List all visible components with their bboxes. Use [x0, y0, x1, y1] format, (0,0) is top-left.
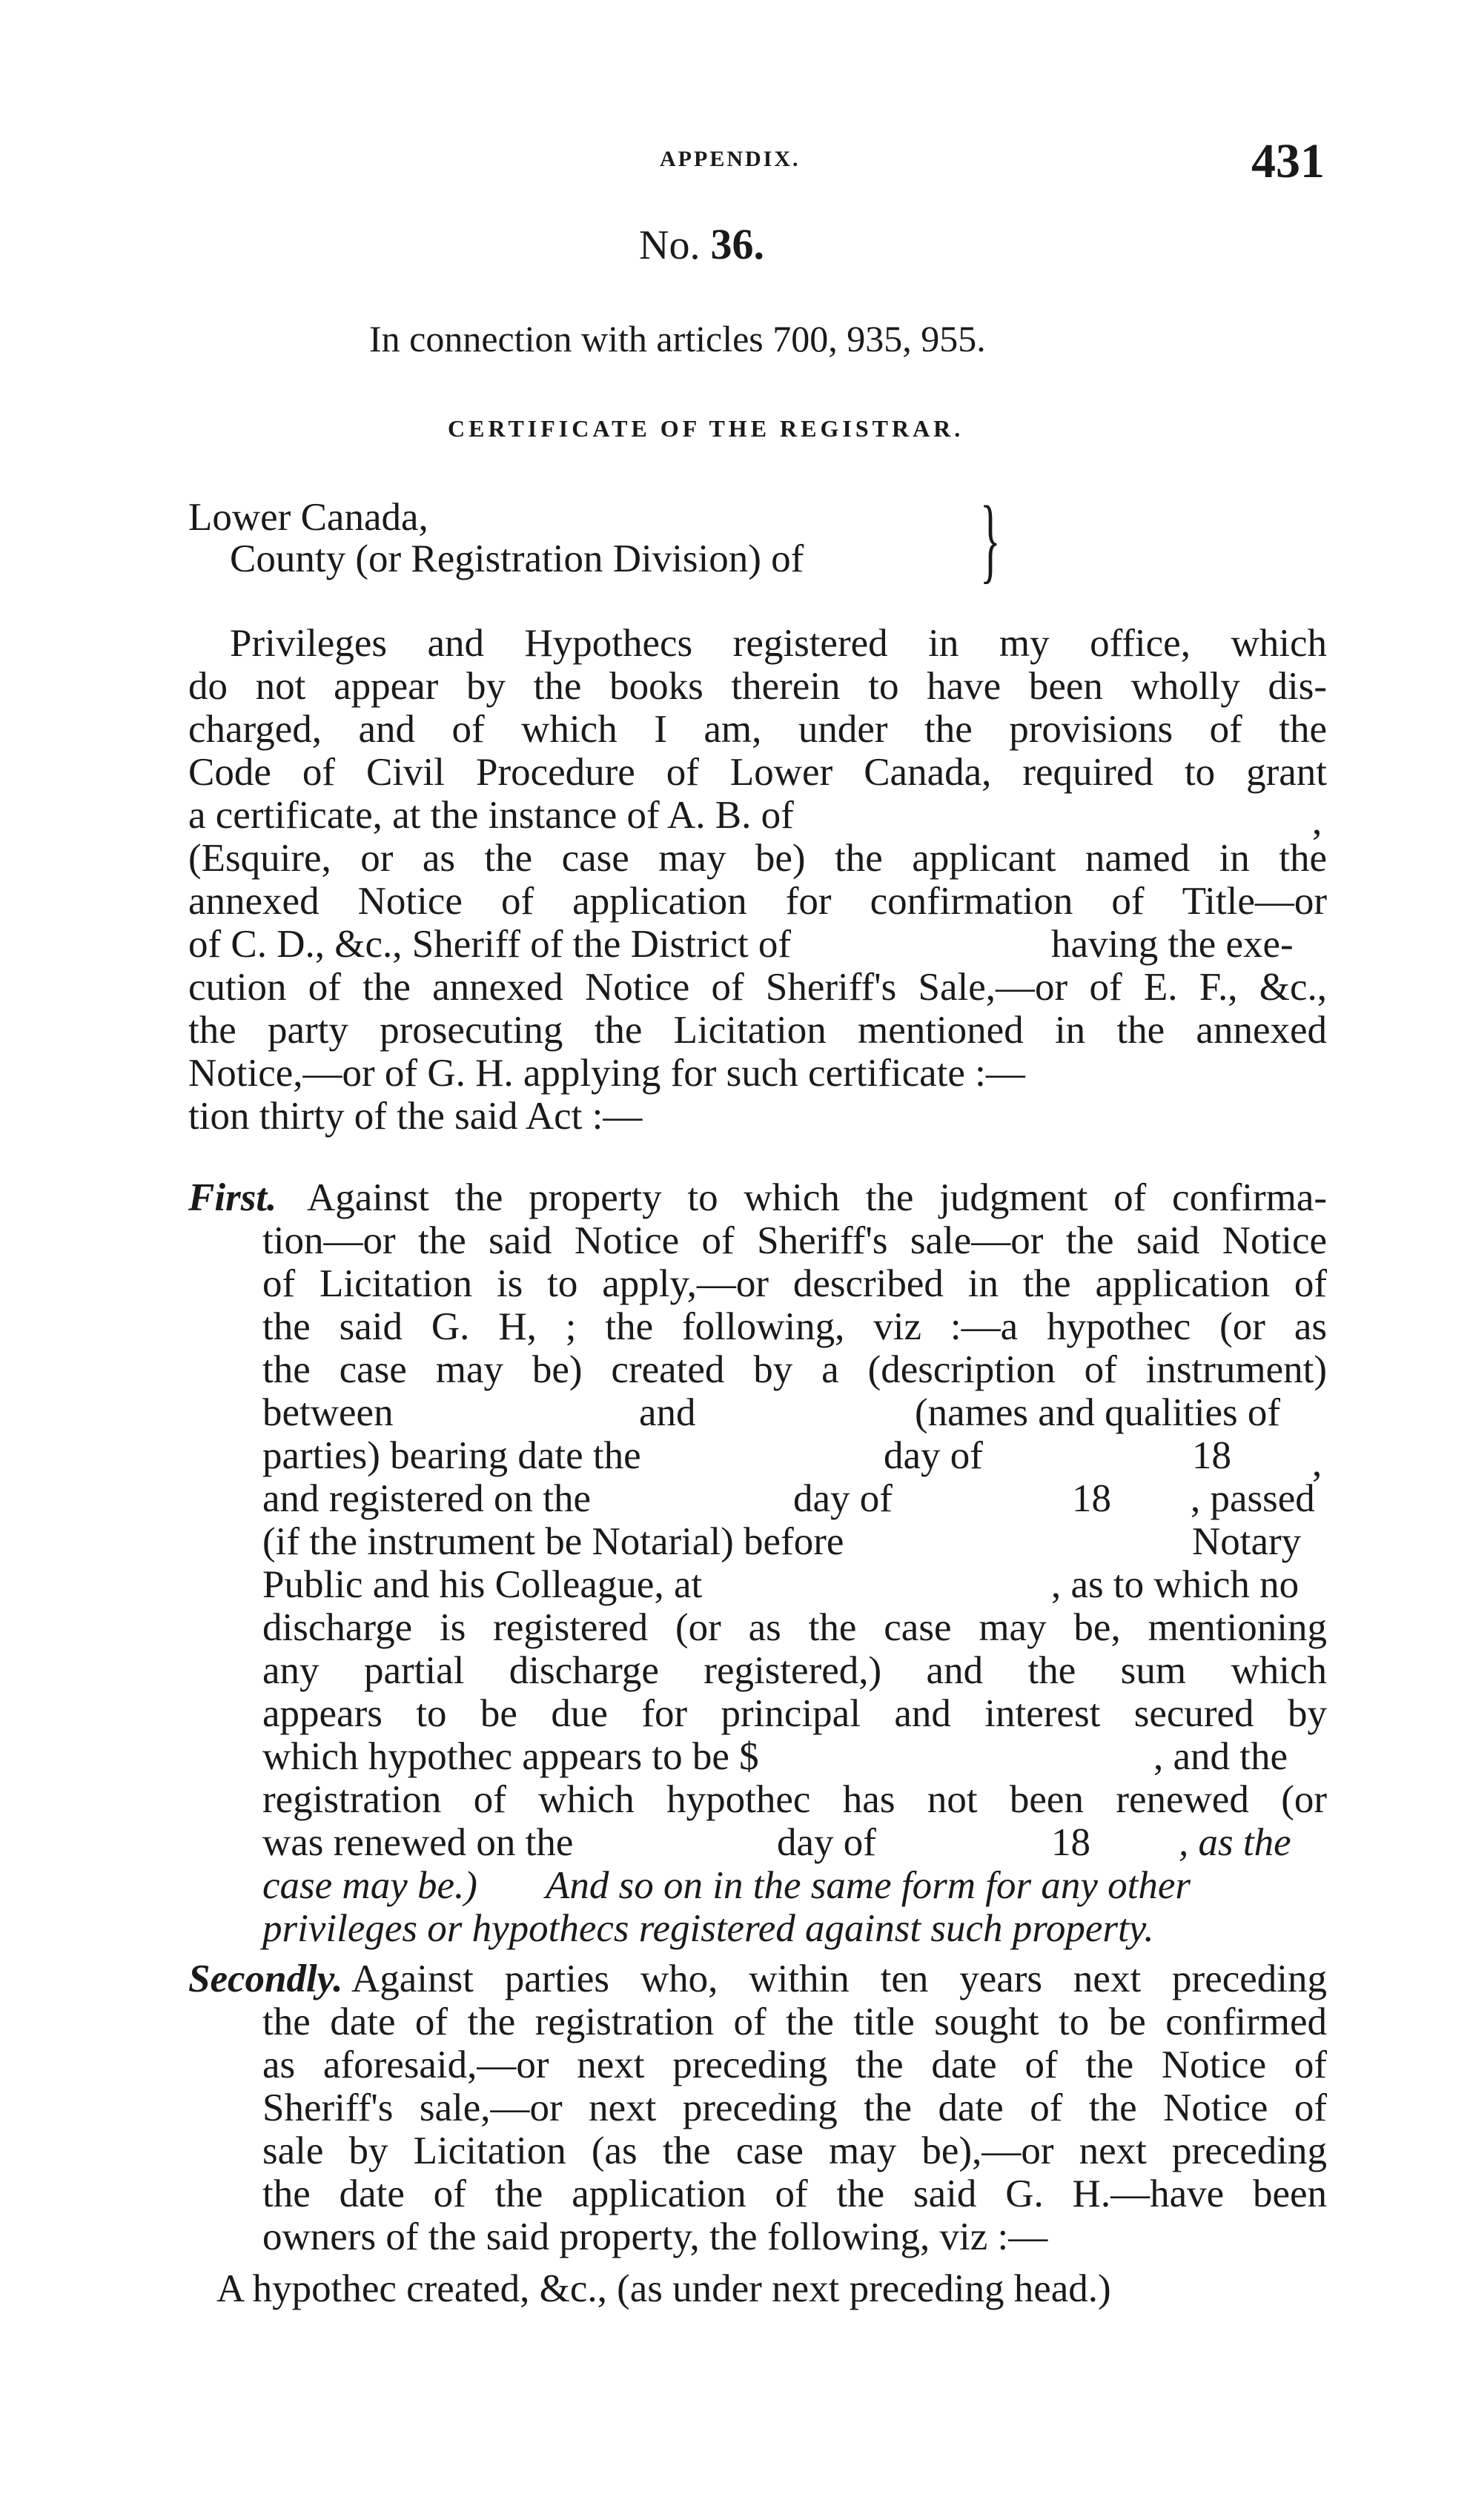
caption-line-1: Lower Canada,: [188, 496, 428, 539]
first-line-9a: (if the instrument be Notarial) before: [262, 1520, 844, 1563]
first-line-10a: Public and his Colleague, at: [262, 1563, 703, 1606]
intro-line-1: Privileges and Hypothecs registered in my office, which: [230, 623, 1327, 665]
first-line-8b: day of: [793, 1477, 893, 1520]
first-line-10b: , as to which no: [1051, 1563, 1300, 1606]
first-line-8d: , passed: [1191, 1477, 1315, 1520]
first-line-14a: which hypothec appears to be $: [262, 1735, 759, 1778]
second-line-4: Sheriff's sale,—or next preceding the date of the Notice of: [262, 2087, 1327, 2129]
intro-line-5-comma: ,: [1312, 800, 1322, 843]
caption-brace: }: [980, 487, 1001, 592]
first-line-13: appears to be due for principal and interest secured by: [262, 1693, 1327, 1735]
form-number: [639, 219, 764, 269]
intro-line-4: Code of Civil Procedure of Lower Canada, required to grant: [188, 752, 1327, 794]
first-line-8c: 18: [1072, 1477, 1111, 1520]
intro-line-8-end: having the exe-: [1051, 923, 1294, 966]
first-line-7b: day of: [884, 1434, 983, 1477]
intro-line-5: a certificate, at the instance of A. B. of: [188, 794, 794, 837]
document-title: CERTIFICATE OF THE REGISTRAR.: [448, 415, 964, 442]
first-line-3: of Licitation is to apply,—or described in the application of: [262, 1263, 1327, 1305]
first-line-12: any partial discharge registered,) and the sum which: [262, 1650, 1327, 1692]
connection-note: In connection with articles 700, 935, 955.: [369, 318, 986, 359]
intro-line-8: of C. D., &c., Sheriff of the District of: [188, 923, 792, 966]
caption-line-2: County (or Registration Division) of: [230, 537, 804, 580]
intro-line-9: cution of the annexed Notice of Sheriff's Sale,—or of E. F., &c.,: [188, 966, 1327, 1009]
second-line-5: sale by Licitation (as the case may be),—or next preceding: [262, 2130, 1327, 2172]
first-line-16c: 18: [1051, 1821, 1090, 1864]
intro-line-12: tion thirty of the said Act :—: [188, 1095, 643, 1138]
second-line-1: Against parties who, within ten years next preceding: [351, 1958, 1327, 2000]
first-line-5: the case may be) created by a (description of instrument): [262, 1349, 1327, 1391]
first-line-6a: between: [262, 1391, 394, 1434]
intro-line-11: Notice,—or of G. H. applying for such certificate :—: [188, 1052, 1025, 1095]
second-line-7: owners of the said property, the following, viz :—: [262, 2215, 1048, 2258]
first-line-17b: And so on in the same form for any other: [546, 1864, 1191, 1907]
first-line-7c: 18: [1192, 1434, 1231, 1477]
intro-line-7: annexed Notice of application for confirmation of Title—or: [188, 881, 1327, 923]
form-number-value: 36.: [710, 220, 764, 268]
first-line-16b: day of: [777, 1821, 876, 1864]
first-line-7a: parties) bearing date the: [262, 1434, 641, 1477]
page-number: 431: [1251, 134, 1325, 188]
first-line-16a: was renewed on the: [262, 1821, 574, 1864]
first-line-14b: , and the: [1153, 1735, 1288, 1778]
second-line-6: the date of the application of the said G. H.—have been: [262, 2173, 1327, 2215]
second-label: Secondly.: [188, 1957, 343, 2000]
second-line-2: the date of the registration of the title sought to be confirmed: [262, 2001, 1327, 2043]
first-line-6c: (names and qualities of: [915, 1391, 1281, 1434]
first-line-15: registration of which hypothec has not been renewed (or: [262, 1779, 1327, 1821]
intro-line-6: (Esquire, or as the case may be) the applicant named in the: [188, 838, 1327, 880]
second-line-3: as aforesaid,—or next preceding the date of the Notice of: [262, 2044, 1327, 2086]
first-line-7d: ,: [1312, 1442, 1322, 1485]
first-line-1: Against the property to which the judgment of confirma-: [307, 1177, 1327, 1219]
intro-line-2: do not appear by the books therein to have been wholly dis-: [188, 666, 1327, 708]
first-label: First.: [188, 1176, 277, 1219]
first-line-17a: case may be.): [262, 1864, 477, 1907]
second-closing: A hypothec created, &c., (as under next preceding head.): [216, 2267, 1111, 2310]
intro-line-3: charged, and of which I am, under the provisions of the: [188, 709, 1327, 751]
first-line-18: privileges or hypothecs registered against such property.: [262, 1907, 1154, 1950]
running-head: APPENDIX.: [660, 147, 801, 171]
first-line-8a: and registered on the: [262, 1477, 591, 1520]
first-line-9b: Notary: [1192, 1520, 1302, 1563]
intro-line-10: the party prosecuting the Licitation mentioned in the annexed: [188, 1009, 1327, 1052]
first-line-2: tion—or the said Notice of Sheriff's sale—or the said Notice: [262, 1220, 1327, 1262]
first-line-4: the said G. H, ; the following, viz :—a hypothec (or as: [262, 1306, 1327, 1348]
first-line-6b: and: [639, 1391, 696, 1434]
first-line-11: discharge is registered (or as the case may be, mentioning: [262, 1607, 1327, 1649]
form-number-prefix: No.: [639, 222, 701, 268]
first-line-16d: , as the: [1179, 1821, 1291, 1864]
